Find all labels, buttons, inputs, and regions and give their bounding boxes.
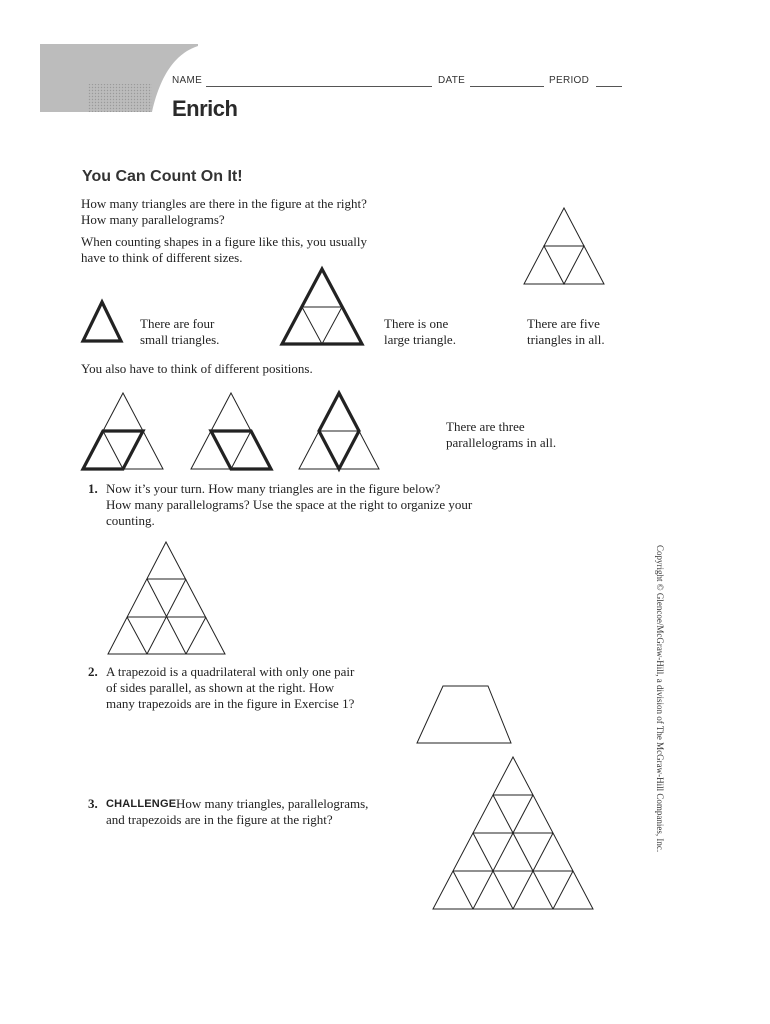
name-label: NAME <box>172 75 203 86</box>
intro-question-line-2: How many parallelograms? <box>81 212 225 227</box>
exercise-1-line-2: How many parallelograms? Use the space at the right to organize your <box>106 497 473 512</box>
parallelogram-position-1-figure <box>82 392 166 472</box>
parallelogram-position-3-figure <box>298 392 382 472</box>
exercise-2-number: 2. <box>88 664 98 679</box>
exercise-1-line-3: counting. <box>106 513 155 528</box>
four-triangle-figure <box>523 207 605 287</box>
period-label: PERIOD <box>549 75 590 86</box>
small-triangle-icon <box>80 299 124 344</box>
date-label: DATE <box>438 75 466 86</box>
total-triangles-line-2: triangles in all. <box>527 332 605 347</box>
exercise-1-triangle-figure <box>107 541 227 656</box>
section-title: Enrich <box>172 96 238 121</box>
challenge-triangle-figure <box>432 756 596 912</box>
large-triangle-line-1: There is one <box>384 316 449 331</box>
small-triangles-line-1: There are four <box>140 316 215 331</box>
worksheet-title: You Can Count On It! <box>82 168 243 185</box>
exercise-1-number: 1. <box>88 481 98 496</box>
exercise-3-number: 3. <box>88 796 98 811</box>
parallelogram-position-2-figure <box>190 392 274 472</box>
parallelograms-result-line-1: There are three <box>446 419 525 434</box>
positions-text: You also have to think of different positions. <box>81 361 313 376</box>
total-triangles-line-1: There are five <box>527 316 600 331</box>
large-triangle-figure <box>279 266 365 346</box>
exercise-3-line-2: and trapezoids are in the figure at the right? <box>106 812 333 827</box>
trapezoid-figure <box>416 685 514 745</box>
exercise-1-line-1: Now it’s your turn. How many triangles are in the figure below? <box>106 481 441 496</box>
intro-paragraph-line-2: have to think of different sizes. <box>81 250 243 265</box>
exercise-2-line-3: many trapezoids are in the figure in Exercise 1? <box>106 696 355 711</box>
parallelograms-result-line-2: parallelograms in all. <box>446 435 557 450</box>
small-triangles-line-2: small triangles. <box>140 332 220 347</box>
intro-paragraph-line-1: When counting shapes in a figure like this, you usually <box>81 234 367 249</box>
copyright-notice: Copyright © Glencoe/McGraw-Hill, a division of The McGraw-Hill Companies, Inc. <box>655 545 665 853</box>
period-field[interactable] <box>596 86 622 87</box>
exercise-3-line-1: How many triangles, parallelograms, <box>176 796 369 811</box>
exercise-2-line-2: of sides parallel, as shown at the right. How <box>106 680 335 695</box>
large-triangle-line-2: large triangle. <box>384 332 456 347</box>
name-field[interactable] <box>206 86 432 87</box>
intro-question-line-1: How many triangles are there in the figure at the right? <box>81 196 367 211</box>
exercise-2-line-1: A trapezoid is a quadrilateral with only one pair <box>106 664 355 679</box>
challenge-tag: CHALLENGE <box>106 798 177 810</box>
date-field[interactable] <box>470 86 544 87</box>
